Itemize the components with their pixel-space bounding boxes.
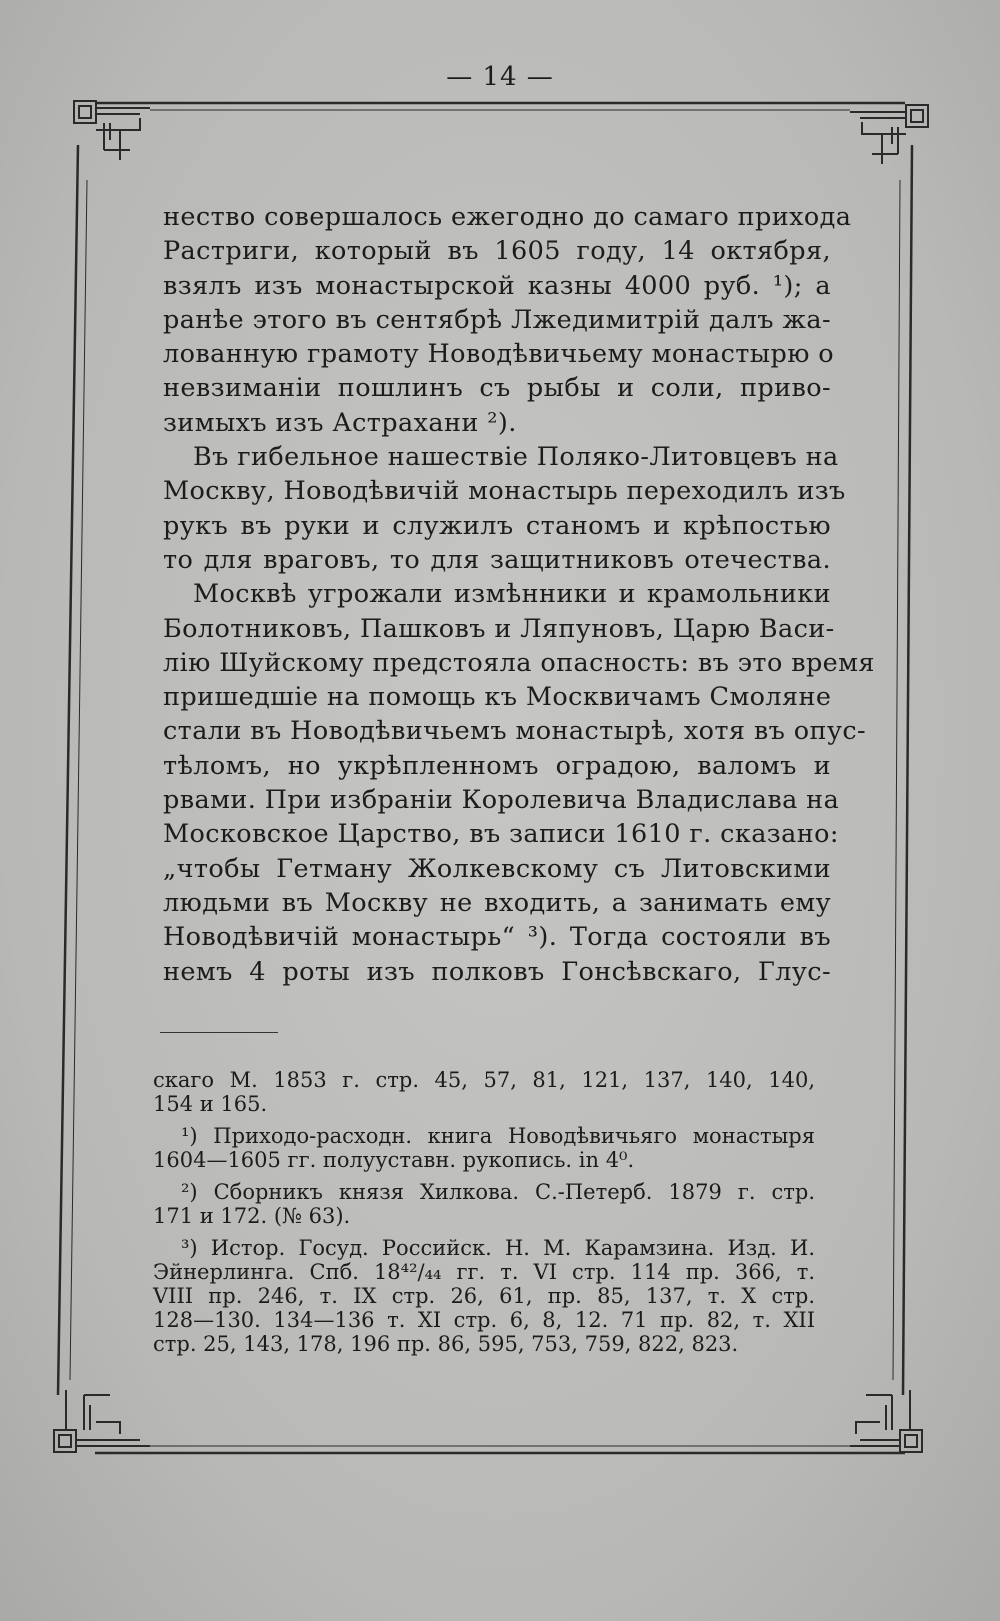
text-line: зимыхъ изъ Астрахани ²). — [163, 407, 517, 438]
corner-ornament-top-left — [74, 101, 150, 160]
text-line: немъ 4 роты изъ полковъ Гонсѣвскаго, Глус- — [163, 956, 831, 987]
footnote-line: 154 и 165. — [153, 1092, 268, 1116]
text-line: стали въ Новодѣвичьемъ монастырѣ, хотя въ опус- — [163, 716, 867, 747]
footnotes — [153, 1068, 815, 1356]
footnote-3-cont: 128—130. 134—136 т. XI стр. 6, 8, 12. 71 пр. 82, т. XII — [153, 1308, 815, 1332]
text-line: рукъ въ руки и служилъ станомъ и крѣпостью — [163, 510, 831, 541]
text-line: невзиманіи пошлинъ съ рыбы и соли, приво- — [163, 373, 831, 404]
text-line: „чтобы Гетману Жолкевскому съ Литовскими — [163, 853, 831, 884]
text-line: Въ гибельное нашествіе Поляко-Литовцевъ на — [193, 442, 839, 473]
text-line: лію Шуйскому предстояла опасность: въ это время — [163, 647, 875, 678]
text-line: тѣломъ, но укрѣпленномъ оградою, валомъ и — [163, 750, 831, 781]
text-line: то для враговъ, то для защитниковъ отечества. — [163, 544, 831, 575]
page-number: — 14 — — [446, 62, 554, 92]
text-line: взялъ изъ монастырской казны 4000 руб. ¹); а — [163, 270, 831, 301]
text-line: Москвѣ угрожали измѣнники и крамольники — [193, 579, 831, 610]
footnote-3-cont: стр. 25, 143, 178, 196 пр. 86, 595, 753, 759, 822, 823. — [153, 1332, 739, 1356]
text-line: Новодѣвичій монастырь“ ³). Тогда состояли въ — [163, 922, 831, 953]
text-line: Растриги, который въ 1605 году, 14 октября, — [163, 236, 831, 267]
footnote-2: ²) Сборникъ князя Хилкова. С.-Петерб. 1879 г. стр. — [181, 1180, 815, 1204]
text-line: рвами. При избраніи Королевича Владислава на — [163, 785, 840, 816]
footnote-1: ¹) Приходо-расходн. книга Новодѣвичьяго монастыря — [181, 1124, 815, 1148]
main-text — [163, 200, 875, 989]
text-line: Москву, Новодѣвичій монастырь переходилъ изъ — [163, 476, 846, 507]
footnote-3: ³) Истор. Госуд. Российск. Н. М. Карамзина. Изд. И. — [181, 1236, 815, 1260]
text-line: нество совершалось ежегодно до самаго прихода — [163, 202, 852, 232]
footnote-1-cont: 1604—1605 гг. полууставн. рукопись. in 4⁰. — [153, 1148, 635, 1172]
footnote-3-cont: Эйнерлинга. Спб. 18⁴²/₄₄ гг. т. VI стр. 114 пр. 366, т. — [153, 1260, 815, 1284]
footnote-separator — [160, 1032, 278, 1033]
text-line: людьми въ Москву не входить, а занимать ему — [163, 887, 831, 918]
corner-ornament-bottom-right — [850, 1390, 922, 1452]
text-line: лованную грамоту Новодѣвичьему монастырю о — [163, 339, 835, 370]
corner-ornament-bottom-left — [54, 1390, 150, 1452]
footnote-3-cont: VIII пр. 246, т. IX стр. 26, 61, пр. 85, 137, т. X стр. — [153, 1284, 815, 1308]
footnote-line: скаго М. 1853 г. стр. 45, 57, 81, 121, 137, 140, 140, — [153, 1068, 815, 1092]
text-line: Московское Царство, въ записи 1610 г. сказано: — [163, 819, 839, 850]
text-line: ранѣе этого въ сентябрѣ Лжедимитрій далъ жа- — [163, 304, 831, 335]
text-line: Болотниковъ, Пашковъ и Ляпуновъ, Царю Васи- — [163, 613, 835, 644]
footnote-2-cont: 171 и 172. (№ 63). — [153, 1204, 351, 1228]
text-line: пришедшіе на помощь къ Москвичамъ Смоляне — [163, 682, 832, 713]
corner-ornament-top-right — [850, 105, 928, 164]
